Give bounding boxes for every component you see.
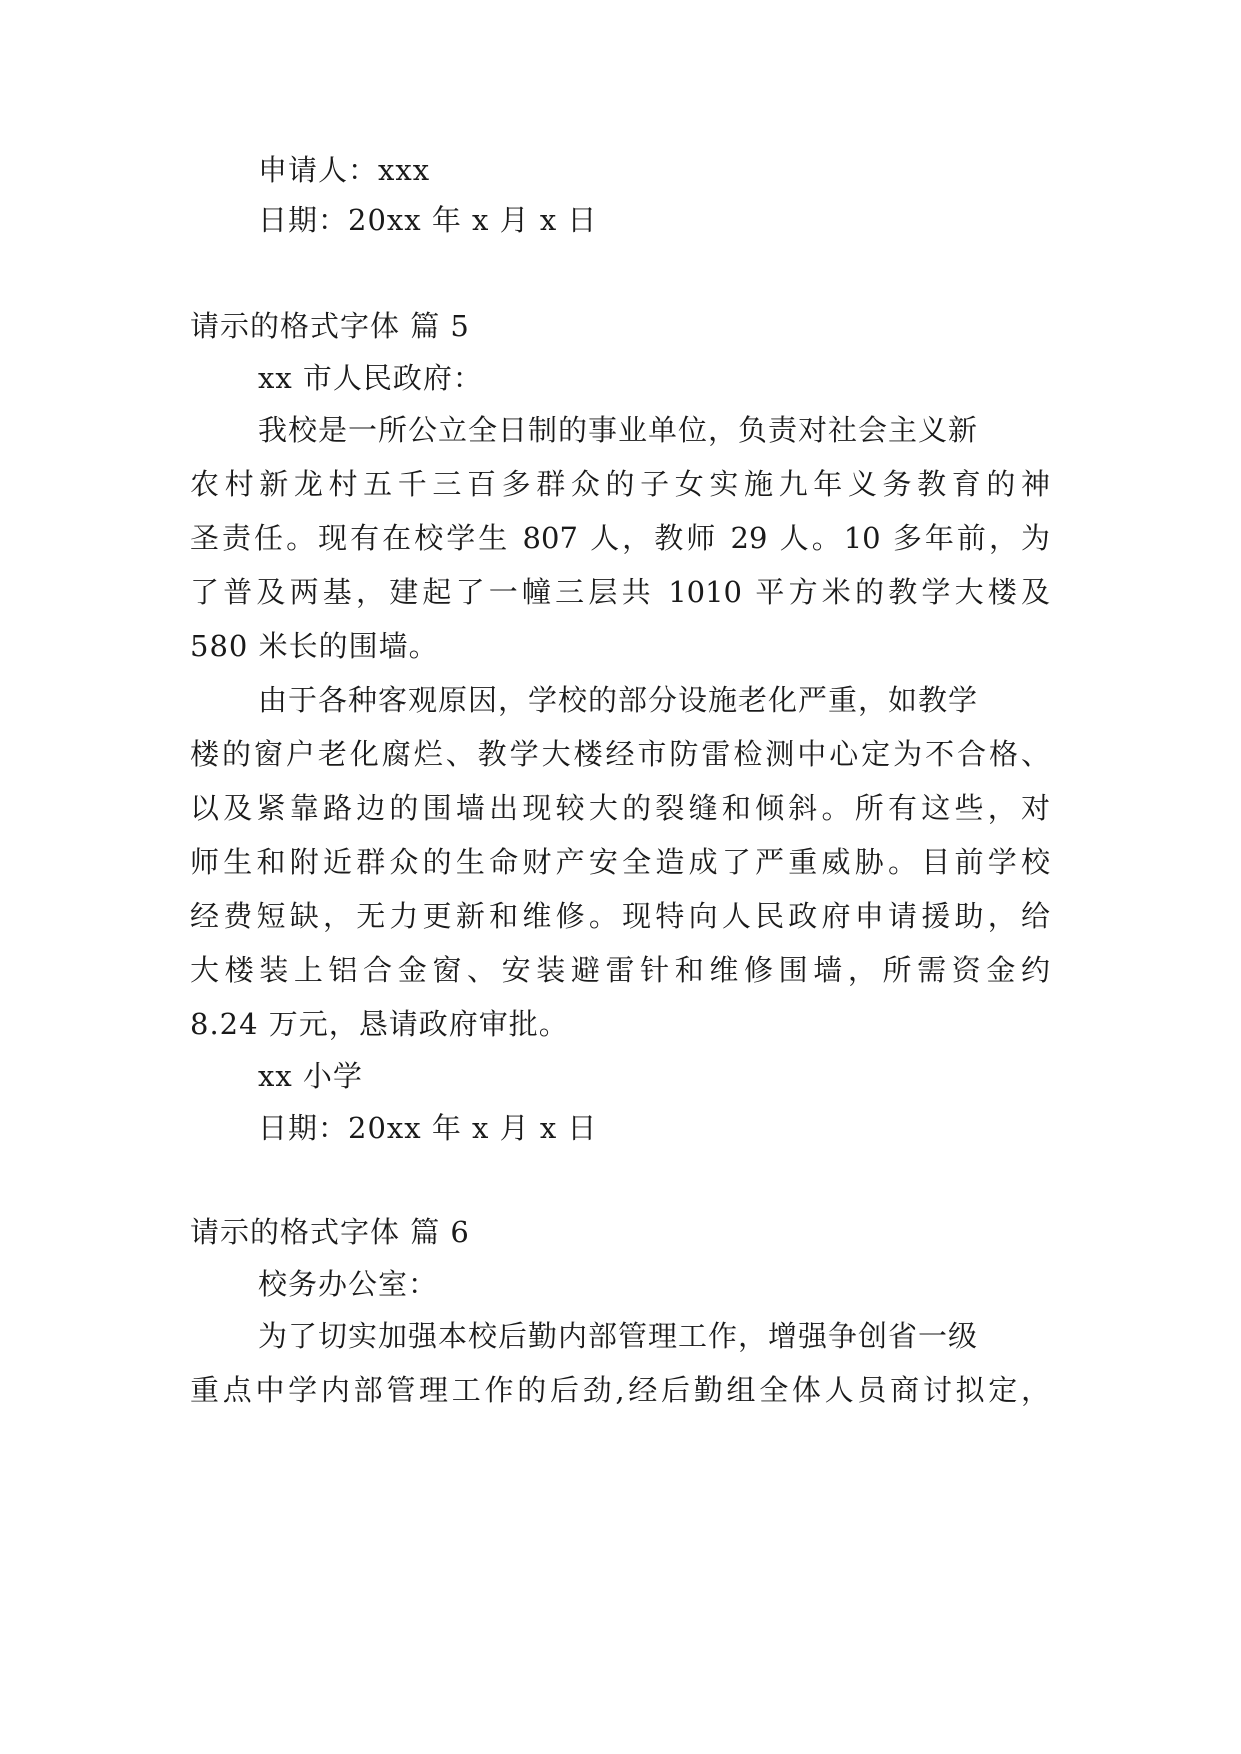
section-5-para2-line4: 师生和附近群众的生命财产安全造成了严重威胁。目前学校 [190, 845, 1050, 879]
date-line: 日期：20xx 年 x 月 x 日 [258, 203, 598, 237]
section-5-para1-line5: 580 米长的围墙。 [190, 629, 439, 663]
section-6-addressee: 校务办公室： [258, 1267, 439, 1301]
section-5-addressee: xx 市人民政府： [258, 361, 483, 395]
section-5-para2-line3: 以及紧靠路边的围墙出现较大的裂缝和倾斜。所有这些，对 [190, 791, 1050, 825]
applicant-line: 申请人：xxx [258, 153, 431, 187]
section-6-title: 请示的格式字体 篇 6 [190, 1215, 470, 1249]
section-5-signer: xx 小学 [258, 1059, 363, 1093]
section-6-para1-line1: 为了切实加强本校后勤内部管理工作，增强争创省一级 [258, 1319, 979, 1353]
section-5-para1-line4: 了普及两基，建起了一幢三层共 1010 平方米的教学大楼及 [190, 575, 1050, 609]
section-5-para2-line7: 8.24 万元，恳请政府审批。 [190, 1007, 569, 1041]
section-5-para2-line1: 由于各种客观原因，学校的部分设施老化严重，如教学 [258, 683, 979, 717]
section-5-para1-line1: 我校是一所公立全日制的事业单位，负责对社会主义新 [258, 413, 979, 447]
section-5-para1-line3: 圣责任。现有在校学生 807 人，教师 29 人。10 多年前，为 [190, 521, 1050, 555]
section-5-para2-line6: 大楼装上铝合金窗、安装避雷针和维修围墙，所需资金约 [190, 953, 1050, 987]
section-5-para2-line5: 经费短缺，无力更新和维修。现特向人民政府申请援助，给 [190, 899, 1050, 933]
section-5-para2-line2: 楼的窗户老化腐烂、教学大楼经市防雷检测中心定为不合格、 [190, 737, 1050, 771]
section-6-para1-line2: 重点中学内部管理工作的后劲,经后勤组全体人员商讨拟定， [190, 1373, 1050, 1407]
section-5-title: 请示的格式字体 篇 5 [190, 309, 470, 343]
section-5-para1-line2: 农村新龙村五千三百多群众的子女实施九年义务教育的神 [190, 467, 1050, 501]
section-5-date: 日期：20xx 年 x 月 x 日 [258, 1111, 598, 1145]
